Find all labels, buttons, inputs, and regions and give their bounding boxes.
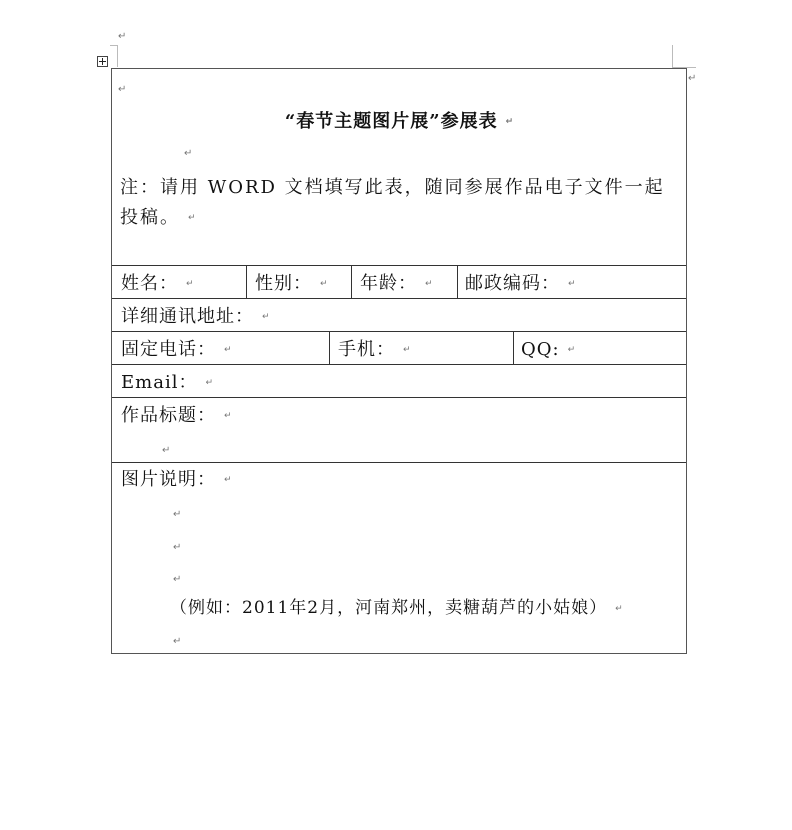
page-corner-guide-left-v	[117, 45, 118, 67]
mobile-field[interactable]: 手机： ↵	[338, 339, 411, 360]
paragraph-mark: ↵	[118, 31, 127, 42]
paragraph-mark: ↵	[224, 345, 232, 355]
cell-divider	[351, 265, 352, 298]
paragraph-mark: ↵	[173, 574, 182, 585]
paragraph-mark: ↵	[118, 84, 127, 95]
cell-divider	[246, 265, 247, 298]
work-title-field[interactable]: 作品标题： ↵	[121, 405, 232, 426]
row-divider	[112, 397, 686, 398]
paragraph-mark: ↵	[173, 542, 182, 553]
row-divider	[112, 298, 686, 299]
paragraph-mark: ↵	[173, 509, 182, 520]
row-divider	[112, 331, 686, 332]
paragraph-mark: ↵	[224, 411, 232, 421]
table-move-handle-icon[interactable]	[97, 56, 108, 67]
paragraph-mark: ↵	[688, 73, 697, 84]
paragraph-mark: ↵	[162, 445, 171, 456]
qq-field[interactable]: QQ: ↵	[521, 339, 576, 360]
landline-field[interactable]: 固定电话： ↵	[121, 339, 232, 360]
paragraph-mark: ↵	[188, 213, 196, 223]
address-field[interactable]: 详细通讯地址： ↵	[121, 306, 270, 327]
cell-divider	[513, 331, 514, 364]
paragraph-mark: ↵	[205, 378, 213, 388]
paragraph-mark: ↵	[262, 312, 270, 322]
form-title: “春节主题图片展”参展表 ↵	[284, 111, 514, 132]
paragraph-mark: ↵	[505, 117, 514, 127]
row-divider	[112, 462, 686, 463]
paragraph-mark: ↵	[403, 345, 411, 355]
age-field[interactable]: 年龄： ↵	[360, 273, 433, 294]
row-divider	[112, 364, 686, 365]
paragraph-mark: ↵	[186, 279, 194, 289]
paragraph-mark: ↵	[173, 636, 182, 647]
photo-description-example: （例如：2011年2月，河南郑州，卖糖葫芦的小姑娘） ↵	[170, 598, 623, 618]
paragraph-mark: ↵	[615, 603, 623, 614]
cell-divider	[457, 265, 458, 298]
gender-field[interactable]: 性别： ↵	[255, 273, 328, 294]
paragraph-mark: ↵	[320, 279, 328, 289]
entry-form-table	[111, 68, 687, 654]
paragraph-mark: ↵	[425, 279, 433, 289]
paragraph-mark: ↵	[568, 279, 576, 289]
email-field[interactable]: Email： ↵	[121, 372, 213, 393]
form-note: 注：请用 WORD 文档填写此表，随同参展作品电子文件一起投稿。 ↵	[120, 177, 665, 228]
paragraph-mark: ↵	[184, 148, 193, 159]
postcode-field[interactable]: 邮政编码： ↵	[465, 273, 576, 294]
paragraph-mark: ↵	[224, 475, 232, 485]
paragraph-mark: ↵	[567, 345, 576, 355]
cell-divider	[329, 331, 330, 364]
row-divider	[112, 265, 686, 266]
photo-description-field[interactable]: 图片说明： ↵	[121, 469, 232, 490]
page-corner-guide-right-v	[672, 45, 673, 67]
name-field[interactable]: 姓名： ↵	[121, 273, 194, 294]
